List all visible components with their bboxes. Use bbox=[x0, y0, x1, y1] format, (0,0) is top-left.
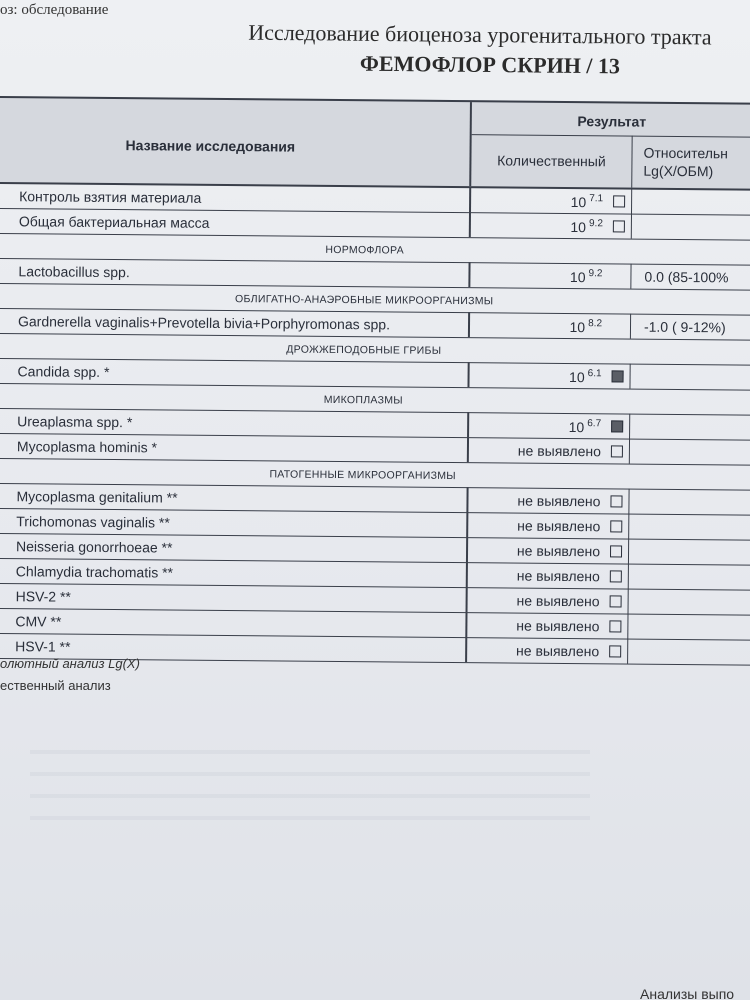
result-text: не выявлено bbox=[517, 492, 601, 510]
column-separator bbox=[467, 412, 469, 437]
result-text: не выявлено bbox=[516, 642, 600, 660]
column-separator bbox=[629, 364, 630, 389]
result-exponent: 7.1 bbox=[589, 193, 604, 205]
column-separator bbox=[627, 639, 628, 664]
column-separator bbox=[467, 362, 469, 387]
test-name: Контроль взятия материала bbox=[19, 188, 202, 206]
column-separator bbox=[628, 489, 629, 514]
column-separator bbox=[627, 614, 628, 639]
column-separator bbox=[466, 537, 468, 562]
column-separator bbox=[467, 437, 469, 462]
header-column-separator bbox=[631, 136, 632, 188]
filled-checkbox-icon bbox=[612, 370, 624, 382]
column-separator bbox=[631, 189, 632, 214]
section-title: ДРОЖЖЕПОДОБНЫЕ ГРИБЫ bbox=[286, 343, 442, 357]
result-base: 10 bbox=[570, 219, 587, 236]
column-separator bbox=[631, 214, 632, 239]
quantitative-value bbox=[473, 192, 603, 210]
test-name: Neisseria gonorrhoeae ** bbox=[16, 538, 173, 556]
test-name: Candida spp. * bbox=[17, 363, 110, 381]
column-separator bbox=[630, 264, 631, 289]
column-separator bbox=[628, 589, 629, 614]
result-exponent: 6.1 bbox=[587, 368, 602, 380]
test-name: Gardnerella vaginalis+Prevotella bivia+Porphyromonas spp. bbox=[17, 313, 391, 333]
test-name: Общая бактериальная масса bbox=[18, 213, 210, 231]
test-name: CMV ** bbox=[15, 613, 62, 630]
test-name: Mycoplasma genitalium ** bbox=[16, 488, 178, 506]
quantitative-value bbox=[469, 642, 599, 659]
empty-checkbox-icon bbox=[610, 545, 622, 557]
bleed-through-text bbox=[30, 740, 590, 830]
result-exponent: 9.2 bbox=[588, 218, 603, 230]
document-title: Исследование биоценоза урогенитального тракта bbox=[248, 19, 712, 50]
column-separator bbox=[468, 262, 470, 287]
result-text: не выявлено bbox=[516, 592, 600, 610]
column-separator bbox=[466, 562, 468, 587]
quantitative-value bbox=[471, 442, 601, 459]
empty-checkbox-icon bbox=[613, 220, 625, 232]
relative-value: -1.0 ( 9-12%) bbox=[643, 318, 726, 336]
column-separator bbox=[469, 187, 471, 212]
quantitative-value bbox=[470, 517, 600, 534]
result-text: не выявлено bbox=[517, 517, 601, 535]
empty-checkbox-icon bbox=[609, 620, 621, 632]
column-separator bbox=[628, 539, 629, 564]
result-exponent: 9.2 bbox=[588, 268, 603, 280]
test-name: Mycoplasma hominis * bbox=[16, 438, 158, 456]
column-separator bbox=[628, 564, 629, 589]
quantitative-value bbox=[470, 592, 600, 609]
quantitative-value bbox=[470, 542, 600, 559]
column-separator bbox=[469, 212, 471, 237]
quantitative-value bbox=[471, 417, 601, 435]
column-separator bbox=[468, 312, 470, 337]
result-base: 10 bbox=[569, 319, 586, 336]
result-base: 10 bbox=[569, 269, 586, 286]
header-result-label: Результат bbox=[577, 113, 647, 130]
header-relative-line2: Lg(X/ОБМ) bbox=[643, 162, 714, 180]
empty-checkbox-icon bbox=[610, 595, 622, 607]
filled-checkbox-icon bbox=[611, 420, 623, 432]
empty-checkbox-icon bbox=[609, 645, 621, 657]
quantitative-value bbox=[470, 492, 600, 509]
empty-checkbox-icon bbox=[610, 495, 622, 507]
results-table bbox=[0, 96, 750, 666]
test-name: Trichomonas vaginalis ** bbox=[16, 513, 170, 531]
section-title: ПАТОГЕННЫЕ МИКРООРГАНИЗМЫ bbox=[269, 468, 456, 483]
diagnosis-label: оз: обследование bbox=[0, 2, 109, 18]
quantitative-value bbox=[472, 267, 602, 285]
header-relative-label bbox=[643, 144, 728, 181]
quantitative-value bbox=[469, 617, 599, 634]
section-title: МИКОПЛАЗМЫ bbox=[323, 393, 403, 407]
header-name-cell bbox=[0, 98, 472, 186]
header-name-label: Название исследования bbox=[125, 137, 296, 155]
quantitative-value bbox=[472, 367, 602, 385]
column-separator bbox=[629, 439, 630, 464]
result-exponent: 8.2 bbox=[588, 318, 603, 330]
bottom-right-note: Анализы выпо bbox=[640, 986, 735, 1000]
result-text: не выявлено bbox=[516, 617, 600, 635]
test-name: Lactobacillus spp. bbox=[18, 263, 130, 281]
result-text: не выявлено bbox=[517, 442, 601, 460]
result-exponent: 6.7 bbox=[587, 418, 602, 430]
column-separator bbox=[466, 512, 468, 537]
empty-checkbox-icon bbox=[611, 445, 623, 457]
test-name: HSV-2 ** bbox=[15, 588, 71, 605]
result-base: 10 bbox=[568, 419, 585, 436]
result-text: не выявлено bbox=[516, 567, 600, 585]
test-name: Ureaplasma spp. * bbox=[17, 413, 133, 431]
header-quantitative-label: Количественный bbox=[497, 152, 606, 170]
quantitative-value bbox=[472, 317, 602, 335]
column-separator bbox=[630, 314, 631, 339]
column-separator bbox=[465, 637, 467, 662]
empty-checkbox-icon bbox=[613, 195, 625, 207]
column-separator bbox=[465, 612, 467, 637]
result-base: 10 bbox=[569, 369, 585, 386]
empty-checkbox-icon bbox=[610, 570, 622, 582]
header-relative-line1: Относительн bbox=[643, 144, 729, 162]
column-separator bbox=[629, 414, 630, 439]
quantitative-value bbox=[470, 567, 600, 584]
column-separator bbox=[466, 487, 468, 512]
header-divider bbox=[472, 134, 750, 138]
table-body bbox=[0, 184, 750, 666]
column-separator bbox=[466, 587, 468, 612]
section-title: НОРМОФЛОРА bbox=[325, 243, 404, 257]
relative-value: 0.0 (85-100% bbox=[644, 268, 729, 286]
footnote-absolute: олютный анализ Lg(X) bbox=[0, 656, 140, 671]
section-title: ОБЛИГАТНО-АНАЭРОБНЫЕ МИКРООРГАНИЗМЫ bbox=[234, 293, 494, 308]
quantitative-value bbox=[473, 217, 603, 235]
test-name: HSV-1 ** bbox=[15, 638, 71, 655]
test-name: Chlamydia trachomatis ** bbox=[15, 563, 174, 581]
table-header bbox=[0, 96, 750, 191]
empty-checkbox-icon bbox=[610, 520, 622, 532]
document-subtitle: ФЕМОФЛОР СКРИН / 13 bbox=[359, 50, 621, 79]
result-base: 10 bbox=[570, 194, 587, 211]
column-separator bbox=[628, 514, 629, 539]
result-text: не выявлено bbox=[516, 542, 601, 560]
footnote-qualitative: ественный анализ bbox=[0, 678, 111, 693]
